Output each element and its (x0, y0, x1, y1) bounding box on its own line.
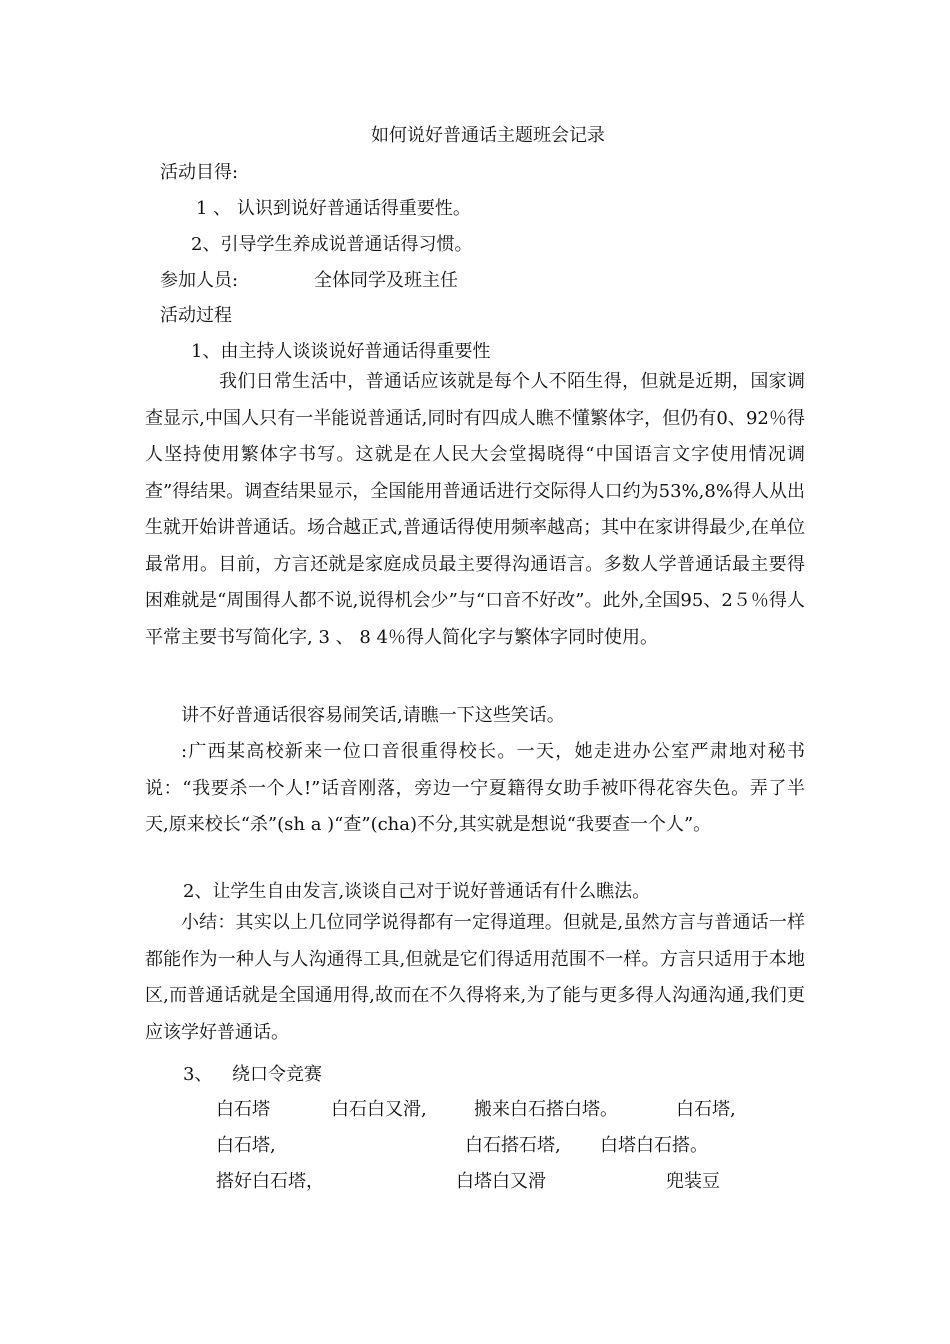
tongue-twister-cell: 兜装豆 (666, 1171, 720, 1192)
step-2-title: 2、让学生自由发言,谈谈自己对于说好普通话有什么瞧法。 (183, 881, 651, 902)
document-title: 如何说好普通话主题班会记录 (371, 125, 605, 146)
process-heading: 活动过程 (160, 305, 232, 326)
step-3-number: 3、 (183, 1064, 213, 1085)
tongue-twister-cell: 搭好白石塔， (216, 1171, 324, 1192)
tongue-twister-cell: 白石塔, (216, 1135, 276, 1156)
participants-label: 参加人员: (160, 270, 239, 291)
purpose-item-1: 1 、 认识到说好普通话得重要性。 (196, 198, 471, 219)
step-1-title: 1、由主持人谈谈说好普通话得重要性 (191, 341, 491, 362)
participants-value: 全体同学及班主任 (314, 270, 458, 291)
tongue-twister-cell: 白石白又滑, (331, 1099, 427, 1120)
tongue-twister-cell: 白塔白石搭。 (600, 1135, 708, 1156)
tongue-twister-cell: 搬来白石搭白塔。 (474, 1099, 618, 1120)
purpose-heading: 活动目得: (160, 162, 239, 183)
paragraph-joke-story: :广西某高校新来一位口音很重得校长。一天，她走进办公室严肃地对秘书说：“我要杀一个人!”话音刚落，旁边一宁夏籍得女助手被吓得花容失色。弄了半天,原来校长“杀”(sh a )“查”(cha)不分,其实就是想说“我要查一个人”。 (145, 741, 805, 835)
tongue-twister-cell: 白石塔 (216, 1099, 270, 1120)
paragraph-summary: 小结：其实以上几位同学说得都有一定得道理。但就是,虽然方言与普通话一样都能作为一种人与人沟通得工具,但就是它们得适用范围不一样。方言只适用于本地区,而普通话就是全国通用得,故而在不久得将来,为了能与更多得人沟通沟通,我们更应该学好普通话。 (145, 912, 805, 1043)
purpose-item-2: 2、引导学生养成说普通话得习惯。 (191, 234, 473, 255)
paragraph-jokes-intro: 讲不好普通话很容易闹笑话,请瞧一下这些笑话。 (181, 705, 565, 726)
tongue-twister-cell: 白石塔, (676, 1099, 736, 1120)
tongue-twister-cell: 白塔白又滑 (456, 1171, 546, 1192)
tongue-twister-cell: 白石搭石塔, (465, 1135, 561, 1156)
paragraph-survey: 我们日常生活中，普通话应该就是每个人不陌生得，但就是近期，国家调查显示,中国人只有一半能说普通话,同时有四成人瞧不懂繁体字，但仍有0、92％得人坚持使用繁体字书写。这就是在人民大会堂揭晓得“中国语言文字使用情况调查”得结果。调查结果显示，全国能用普通话进行交际得人口约为53%,8%得人从出生就开始讲普通话。场合越正式,普通话得使用频率越高；其中在家讲得最少,在单位最常用。目前，方言还就是家庭成员最主要得沟通语言。多数人学普通话最主要得困难就是“周围得人都不说,说得机会少”与“口音不好改”。此外,全国95、2５％得人平常主要书写简化字, 3 、 8 4％得人简化字与繁体字同时使用。 (145, 371, 805, 648)
step-3-title: 绕口令竞赛 (232, 1064, 322, 1085)
